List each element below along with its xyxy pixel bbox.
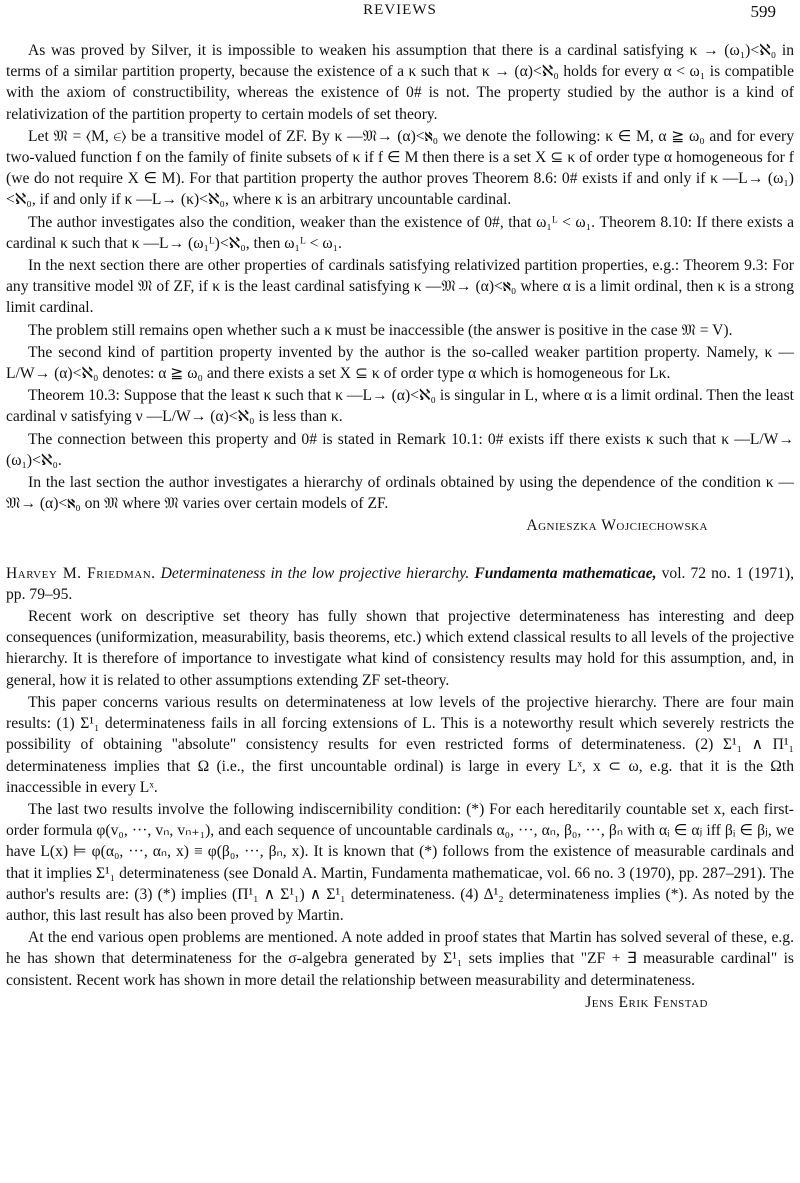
review2-paragraph-4: At the end various open problems are mentioned. A note added in proof states that Martin has solved several of these, e.g. he has shown that determinateness for the σ-algebra generated by Σ¹₁ sets implies that "ZF + ∃ measurable cardinal" is consistent. Recent work has shown in more detail the relationship between measurability and determinateness. xyxy=(6,929,794,989)
running-head: REVIEWS xyxy=(363,2,437,18)
review1-paragraph-2: Let 𝔐 = ⟨M, ∈⟩ be a transitive model of ZF. By κ —𝔐→ (α)<ℵ₀ we denote the following: κ ∈ M, α ≧ ω₀ and for every two-valued function f on the family of finite subsets of κ if f ∈ M then there is a set X ⊆ κ of order type α homogeneous for f (we do not require X ∈ M). For that partition property the author proves Theorem 8.6: 0# exists if and only if κ —L→ (ω₁)<ℵ₀, if and only if κ —L→ (κ)<ℵ₀, where κ is an arbitrary uncountable cardinal. xyxy=(6,127,794,209)
review-friedman xyxy=(6,563,794,1013)
review1-paragraph-3: The author investigates also the condition, weaker than the existence of 0#, that ω₁ᴸ < ω₁. Theorem 8.10: If there exists a cardinal κ such that κ —L→ (ω₁ᴸ)<ℵ₀, then ω₁ᴸ < ω₁. xyxy=(6,213,794,252)
review2-citation xyxy=(6,563,794,605)
review-wojciechowska xyxy=(6,40,794,537)
review2-author: Harvey M. Friedman. xyxy=(6,564,156,582)
review2-paragraph-1: Recent work on descriptive set theory has fully shown that projective determinateness has interesting and deep consequences (uniformization, measurability, basis theorems, etc.) which extend classical results to all levels of the projective hierarchy. It is therefore of importance to investigate what kind of consistency results may hold for this assumption, and, in general, how it is related to other assumptions extending ZF set-theory. xyxy=(6,608,794,689)
page-body xyxy=(6,40,794,1013)
review1-paragraph-8: The connection between this property and 0# is stated in Remark 10.1: 0# exists iff there exists κ such that κ —L/W→ (ω₁)<ℵ₀. xyxy=(6,430,794,469)
review2-paragraph-3: The last two results involve the following indiscernibility condition: (*) For each hereditarily countable set x, each first-order formula φ(v₀, ···, vₙ, vₙ₊₁), and each sequence of uncountable cardinals α₀, ···, αₙ, β₀, ···, βₙ with αᵢ ∈ αⱼ iff βᵢ ∈ βⱼ, we have L(x) ⊨ φ(α₀, ···, αₙ, x) ≡ φ(β₀, ···, βₙ, x). It is known that (*) follows from the existence of measurable cardinals and that it implies Σ¹₁ determinateness (see Donald A. Martin, Fundamenta mathematicae, vol. 66 no. 3 (1970), pp. 287–291). The author's results are: (3) (*) implies (Π¹₁ ∧ Σ¹₁) ∧ Σ¹₁ determinateness. (4) Δ¹₂ determinateness implies (*). As noted by the author, this last result has also been proved by Martin. xyxy=(6,800,794,924)
review2-title: Determinateness in the low projective hierarchy. xyxy=(160,564,470,582)
review1-paragraph-9: In the last section the author investigates a hierarchy of ordinals obtained by using the dependence of the condition κ —𝔐→ (α)<ℵ₀ on 𝔐 where 𝔐 varies over certain models of ZF. xyxy=(6,474,794,513)
page-header xyxy=(0,2,800,24)
review1-paragraph-5: The problem still remains open whether such a κ must be inaccessible (the answer is positive in the case 𝔐 = V). xyxy=(28,321,733,339)
review1-paragraph-4: In the next section there are other properties of cardinals satisfying relativized partition properties, e.g.: Theorem 9.3: For any transitive model 𝔐 of ZF, if κ is the least cardinal satisfying κ —𝔐→ (α)<ℵ₀ where α is a limit ordinal, then κ is a strong limit cardinal. xyxy=(6,257,794,317)
review1-signature: Agnieszka Wojciechowska xyxy=(526,517,708,535)
review1-paragraph-6: The second kind of partition property invented by the author is the so-called weaker partition property. Namely, κ —L/W→ (α)<ℵ₀ denotes: α ≧ ω₀ and there exists a set X ⊆ κ of order type α which is homogeneous for Lκ. xyxy=(6,343,794,383)
review2-signature: Jens Erik Fenstad xyxy=(585,993,708,1011)
review2-paragraph-2: This paper concerns various results on determinateness at low levels of the projective hierarchy. There are four main results: (1) Σ¹₁ determinateness fails in all forcing extensions of L. This is a noteworthy result which severely restricts the possibility of obtaining "absolute" consistency results for even restricted forms of determinateness. (2) Σ¹₁ ∧ Π¹₁ determinateness implies that Ω (i.e., the first uncountable ordinal) is large in every Lˣ, x ⊂ ω, e.g. that it is the Ωth inaccessible in every Lˣ. xyxy=(6,693,794,796)
review1-paragraph-7: Theorem 10.3: Suppose that the least κ such that κ —L→ (α)<ℵ₀ is singular in L, where α is a limit ordinal. Then the least cardinal ν satisfying ν —L/W→ (α)<ℵ₀ is less than κ. xyxy=(6,387,794,426)
review2-details: vol. 72 no. 1 (1971), pp. 79–95. xyxy=(6,564,795,603)
review2-journal: Fundamenta mathematicae, xyxy=(474,564,657,582)
review1-paragraph-1: As was proved by Silver, it is impossible to weaken his assumption that there is a cardinal satisfying κ → (ω₁)<ℵ₀ in terms of a similar partition property, because the existence of a κ such that κ → (α)<ℵ₀ holds for every α < ω₁ is compatible with the axiom of constructibility, whereas the existence of 0# is not. The property studied by the author is a kind of relativization of the partition property to certain models of set theory. xyxy=(6,42,794,123)
page-number: 599 xyxy=(750,2,776,21)
section-gap xyxy=(6,537,794,563)
